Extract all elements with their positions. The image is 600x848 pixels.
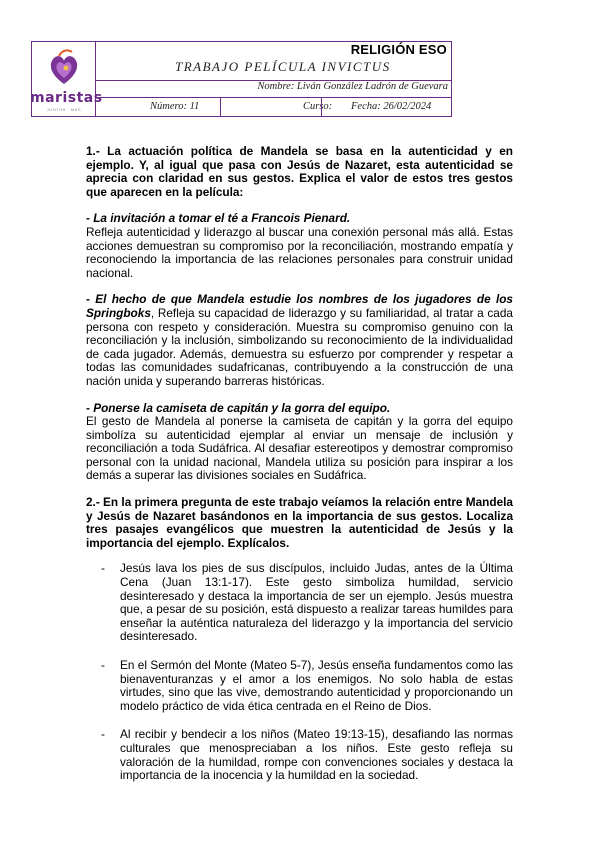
answer-item bbox=[86, 212, 513, 280]
logo-wordmark: maristas bbox=[30, 90, 103, 106]
student-number: Número: 11 bbox=[95, 97, 221, 116]
document-title: TRABAJO PELÍCULA INVICTUS bbox=[175, 59, 391, 74]
document-body bbox=[86, 145, 513, 798]
header-name-row bbox=[95, 80, 451, 98]
header-title-row bbox=[95, 42, 451, 81]
list-item: - Jesús lava los pies de sus discípulos, incluido Judas, antes de la Última Cena (Juan 13:1-17). Este gesto simboliza humildad, servicio desinteresado y destaca la importancia de ser un ejemplo. Jesús muestra que, a pesar de su posición, está dispuesto a realizar tareas humildes para enseñar la auténtica naturaleza del liderazgo y la importancia del servicio desinteresado. bbox=[86, 562, 513, 644]
student-name: Nombre: Liván González Ladrón de Guevara bbox=[257, 81, 448, 92]
logo-tagline: JUNTOS · MÁS bbox=[46, 107, 82, 112]
answer-item bbox=[86, 402, 513, 484]
logo-cell bbox=[30, 42, 103, 116]
question-2: 2.- En la primera pregunta de este trabajo veíamos la relación entre Mandela y Jesús de Nazaret basándonos en la importancia de sus gestos. Localiza tres pasajes evangélicos que muestren la autenticidad de Jesús y la importancia del ejemplo. Explícalos. bbox=[86, 495, 513, 550]
answer-item-text: El gesto de Mandela al ponerse la camiseta de capitán y la gorra del equipo simbolíza su autenticidad ejemplar al enviar un mensaje de inclusión y reconciliación a toda Sudáfrica. Al desafiar estereotipos y demostrar compromiso personal con la unidad nacional, Mandela utiliza su posición para inspirar a los demás a superar las divisiones sociales en Sudáfrica. bbox=[86, 414, 513, 483]
passage-list bbox=[86, 562, 513, 782]
answer-item-text: Refleja autenticidad y liderazgo al buscar una conexión personal más allá. Estas acciones demuestran su compromiso por la reconciliación, mostrando empatía y reconociendo la importancia de las relaciones personales para construir unidad nacional. bbox=[86, 224, 513, 280]
maristas-heart-logo-icon bbox=[46, 48, 82, 88]
header-info-row bbox=[95, 97, 451, 116]
question-1: 1.- La actuación política de Mandela se basa en la autenticidad y en ejemplo. Y, al igual que pasa con Jesús de Nazaret, esta autenticidad se aprecia con claridad en sus gestos. Explica el valor de estos tres gestos que aparecen en la película: bbox=[86, 144, 513, 199]
date-label: Fecha: 26/02/2024 bbox=[351, 101, 432, 112]
answer-item-title: - La invitación a tomar el té a Francois Pienard. bbox=[86, 211, 351, 226]
course-label: Curso: bbox=[303, 101, 333, 112]
list-item: - En el Sermón del Monte (Mateo 5-7), Jesús enseña fundamentos como las bienaventuranzas y el amor a los enemigos. No solo habla de estas virtudes, sino que las vive, demostrando autenticidad y proporcionando un modelo práctico de vida ética centrada en el Reino de Dios. bbox=[86, 659, 513, 713]
answer-item bbox=[86, 293, 513, 388]
answer-item-title: - El hecho de que Mandela estudie los nombres de los jugadores de los Springboks bbox=[86, 292, 513, 320]
answer-item-title: - Ponerse la camiseta de capitán y la gorra del equipo. bbox=[86, 400, 391, 415]
list-item: - Al recibir y bendecir a los niños (Mateo 19:13-15), desafiando las normas culturales que menospreciaban a los niños. Este gesto refleja su valoración de la humildad, rompe con convenciones sociales y destaca la importancia de la inocencia y la humildad en la sociedad. bbox=[86, 728, 513, 782]
document-header bbox=[31, 41, 452, 117]
subject-label: RELIGIÓN ESO bbox=[350, 42, 447, 57]
answer-item-text: , Refleja su capacidad de liderazgo y su familiaridad, al tratar a cada persona con respeto y consideración. Muestra su compromiso genuino con la reconciliación y la inclusión, simbolizando su reconocimiento de la individualidad de cada jugador. Además, demuestra su esfuerzo por comprender y respetar a todas las comunidades sudafricanas, contribuyendo a la construcción de una nación unida y superando barreras históricas. bbox=[86, 305, 513, 388]
